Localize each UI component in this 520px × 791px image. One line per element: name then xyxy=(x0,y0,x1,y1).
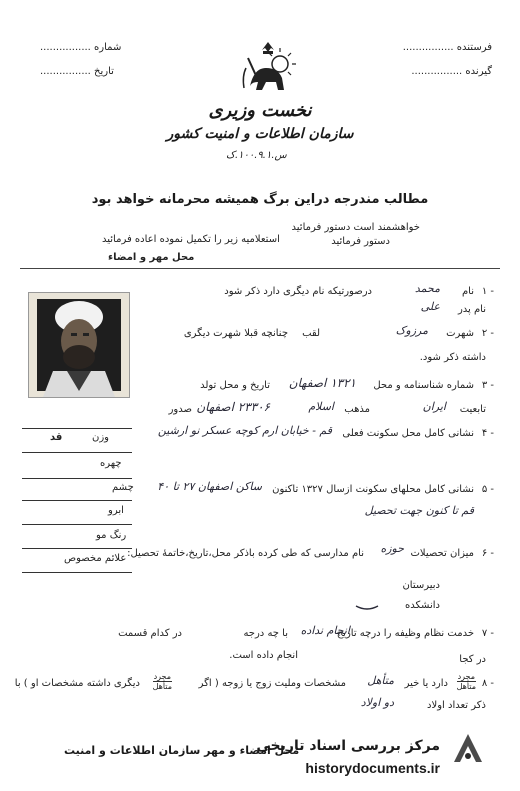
q6-value: حوزه xyxy=(380,542,404,555)
number-label: شماره ................ xyxy=(40,42,122,53)
q2-prev-text: چنانچه قبلا شهرت دیگری xyxy=(183,328,288,339)
university-dash-mark xyxy=(354,598,380,608)
q8-spouse-text: مشخصات وملیت زوج یا زوجه ( اگر xyxy=(198,678,346,689)
q7-where-label: در کجا xyxy=(459,654,486,665)
watermark-title: مرکز بررسی اسناد تاریخی xyxy=(256,738,440,754)
height-label: قد xyxy=(50,432,63,443)
q7-label: خدمت نظام وظیفه را درچه تاریخ xyxy=(336,628,474,639)
org-subtitle: سازمان اطلاعات و امنیت کشور xyxy=(166,126,354,142)
org-name: نخست وزیری xyxy=(208,100,312,121)
hair-label: رنگ مو xyxy=(96,530,127,541)
q8-spouse-options: مجرد متأهل xyxy=(152,672,172,691)
watermark-url: historydocuments.ir xyxy=(305,760,440,776)
nationality-value: ایران xyxy=(422,400,446,413)
q8-children-label: ذکر تعداد اولاد xyxy=(427,700,486,711)
portrait-photo xyxy=(28,292,130,398)
marks-label: علائم مخصوص xyxy=(64,553,127,564)
lion-and-sun-emblem-icon xyxy=(236,38,300,98)
q8-married-value: متأهل xyxy=(367,674,394,687)
q3-value: ۱۳۲۱ اصفهان xyxy=(288,376,356,390)
q7-number: ۷ - xyxy=(481,628,494,639)
q3-number: ۳ - xyxy=(481,380,494,391)
footer-signature-line: محل امضاء و مهر سازمان اطلاعات و امنیت xyxy=(64,744,300,757)
q8-married-label: دارد یا خیر xyxy=(404,678,448,689)
face-label: چهره xyxy=(100,458,122,469)
q1-name-label: نام xyxy=(461,286,474,297)
religion-value: اسلام xyxy=(308,400,334,413)
q6-label: میزان تحصیلات xyxy=(410,548,474,559)
q5-value-line1: ساکن اصفهان ۲۷ تا ۴۰ xyxy=(157,480,262,493)
highschool-label: دبیرستان xyxy=(402,580,440,591)
q2-surname-value: مرزوک xyxy=(395,324,428,337)
father-value: علی xyxy=(420,300,440,313)
date-label: تاریخ ................ xyxy=(40,66,114,77)
archive-logo-icon xyxy=(448,728,488,768)
q3-label: تاریخ و محل تولد xyxy=(200,380,270,391)
q5-number: ۵ - xyxy=(481,484,494,495)
q7-rank-label: با چه درجه xyxy=(243,628,288,639)
q3-id-label: شماره شناسنامه و محل xyxy=(373,380,474,391)
religion-label: مذهب xyxy=(344,404,370,415)
q2-number: ۲ - xyxy=(481,328,494,339)
recipient-label: گیرنده ................ xyxy=(411,66,492,77)
q5-label: نشانی کامل محلهای سکونت ازسال ۱۳۲۷ تاکنون xyxy=(272,484,474,495)
request-line-c: استعلامیه زیر را تکمیل نموده اعاده فرمائید xyxy=(102,234,280,245)
q2-prev-text2: داشته ذکر شود. xyxy=(419,352,486,363)
eye-label: چشم xyxy=(112,482,134,493)
q4-value: قم - خیابان ارم کوچه عسکر نو ارشین xyxy=(157,424,332,437)
q8-children-value: دو اولاد xyxy=(360,696,394,709)
sender-label: فرستنده ................ xyxy=(402,42,492,53)
issued-label: صدور xyxy=(168,404,192,415)
issued-value: ۲۳۳۰۶ اصفهان xyxy=(196,400,270,414)
request-line-a: خواهشمند است دستور فرمائید xyxy=(291,222,420,233)
q5-value-line2: قم تا کنون جهت تحصیل xyxy=(364,504,474,517)
q4-number: ۴ - xyxy=(481,428,494,439)
form-code: س.۱۰۰.۹.۱.ک xyxy=(226,150,287,161)
nationality-label: تابعیت xyxy=(459,404,486,415)
stamp-place-label: محل مهر و امضاء xyxy=(108,252,195,263)
q2-surname-label: شهرت xyxy=(446,328,474,339)
q7-unit-label: در کدام قسمت xyxy=(118,628,182,639)
request-line-b: دستور فرمائید xyxy=(331,236,390,247)
q8-number: ۸ - xyxy=(481,678,494,689)
weight-label: وزن xyxy=(92,432,110,443)
q7-value: انجام نداده xyxy=(300,624,350,637)
q6-number: ۶ - xyxy=(481,548,494,559)
header-divider xyxy=(20,268,500,269)
q8-status-options: مجرد متأهل xyxy=(456,672,476,691)
q1-name-value: محمد xyxy=(414,282,440,295)
q7-done-label: انجام داده است. xyxy=(229,650,298,661)
father-label: نام پدر xyxy=(457,304,486,315)
q8-other-text: دیگری داشته مشخصات او ) با xyxy=(14,678,140,689)
university-label: دانشکده xyxy=(405,600,440,611)
q4-label: نشانی کامل محل سکونت فعلی xyxy=(342,428,474,439)
confidential-notice: مطالب مندرجه دراین برگ همیشه محرمانه خواهد بود xyxy=(91,192,429,207)
q2-title-label: لقب xyxy=(302,328,320,339)
q1-alias-text: درصورتیکه نام دیگری دارد ذکر شود xyxy=(224,286,372,297)
q1-number: ۱ - xyxy=(481,286,494,297)
brow-label: ابرو xyxy=(108,505,124,516)
q6-text: نام مدارسی که طی کرده باذکر محل،تاریخ،خاتمهٔ تحصیل: xyxy=(127,548,364,559)
